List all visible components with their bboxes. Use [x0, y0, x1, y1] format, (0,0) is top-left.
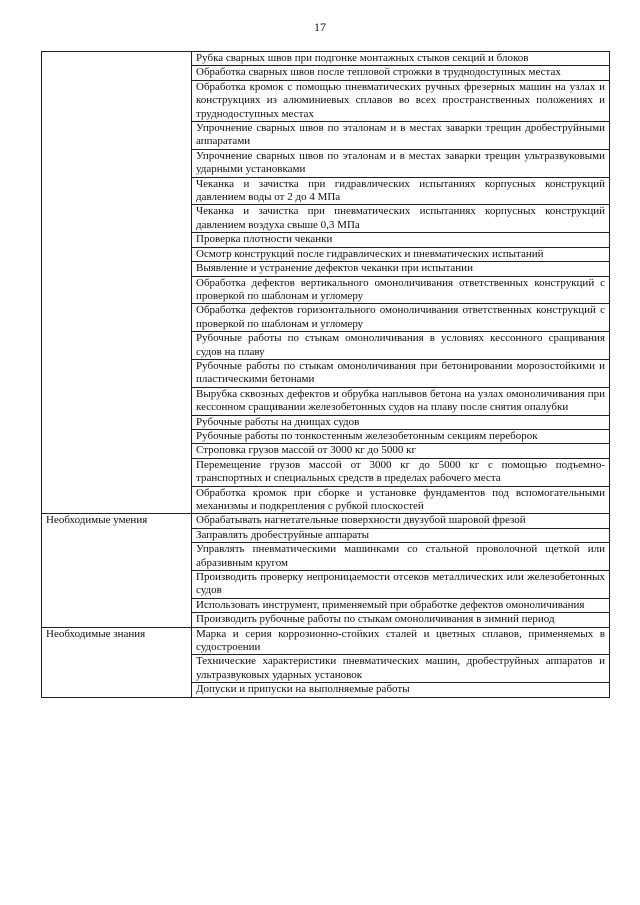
section-item: Технические характеристики пневматических машин, дробеструйных аппаратов и ультразвуковых ударных установок: [192, 655, 610, 683]
section-item: Рубочные работы на днищах судов: [192, 415, 610, 429]
section-item: Осмотр конструкций после гидравлических и пневматических испытаний: [192, 247, 610, 261]
section-label: Необходимые знания: [42, 627, 192, 697]
requirements-table-body: [42, 52, 610, 698]
table-row: [42, 52, 610, 66]
section-item: Выявление и устранение дефектов чеканки при испытании: [192, 262, 610, 276]
section-item: Рубочные работы по тонкостенным железобетонным секциям переборок: [192, 429, 610, 443]
section-item: Допуски и припуски на выполняемые работы: [192, 683, 610, 697]
section-item: Вырубка сквозных дефектов и обрубка наплывов бетона на узлах омоноличивания при кессонном сращивании железобетонных судов на плаву после снятия опалубки: [192, 387, 610, 415]
section-item: Заправлять дробеструйные аппараты: [192, 528, 610, 542]
section-item: Чеканка и зачистка при пневматических испытаниях корпусных конструкций давлением воздуха свыше 0,3 МПа: [192, 205, 610, 233]
section-item: Обрабатывать нагнетательные поверхности двузубой шаровой фрезой: [192, 514, 610, 528]
section-item: Упрочнение сварных швов по эталонам и в местах заварки трещин ультразвуковыми ударными установками: [192, 149, 610, 177]
table-row: [42, 627, 610, 655]
section-item: Рубочные работы по стыкам омоноличивания при бетонировании морозостойкими и пластическими бетонами: [192, 359, 610, 387]
table-row: [42, 514, 610, 528]
section-item: Строповка грузов массой от 3000 кг до 5000 кг: [192, 444, 610, 458]
section-item: Использовать инструмент, применяемый при обработке дефектов омоноличивания: [192, 598, 610, 612]
section-item: Производить рубочные работы по стыкам омоноличивания в зимний период: [192, 613, 610, 627]
section-item: Упрочнение сварных швов по эталонам и в местах заварки трещин дробеструйными аппаратами: [192, 122, 610, 150]
section-item: Перемещение грузов массой от 3000 кг до 5000 кг с помощью подъемно-транспортных и специальных средств в пределах рабочего места: [192, 458, 610, 486]
section-item: Обработка дефектов горизонтального омоноличивания ответственных конструкций с проверкой по шаблонам и угломеру: [192, 304, 610, 332]
section-item: Рубочные работы по стыкам омоноличивания в условиях кессонного сращивания судов на плаву: [192, 332, 610, 360]
section-item: Производить проверку непроницаемости отсеков металлических или железобетонных судов: [192, 571, 610, 599]
section-item: Обработка дефектов вертикального омоноличивания ответственных конструкций с проверкой по шаблонам и угломеру: [192, 276, 610, 304]
section-label: [42, 52, 192, 514]
section-item: Рубка сварных швов при подгонке монтажных стыков секций и блоков: [192, 52, 610, 66]
section-item: Обработка кромок при сборке и установке фундаментов под вспомогательными механизмы и подкрепления с рубкой плоскостей: [192, 486, 610, 514]
section-item: Обработка кромок с помощью пневматических ручных фрезерных машин на узлах и конструкциях из алюминиевых сплавов во всех пространственных положениях и труднодоступных местах: [192, 80, 610, 121]
requirements-table: [41, 51, 610, 698]
section-item: Марка и серия коррозионно-стойких сталей и цветных сплавов, применяемых в судостроении: [192, 627, 610, 655]
section-item: Чеканка и зачистка при гидравлических испытаниях корпусных конструкций давлением воды от 2 до 4 МПа: [192, 177, 610, 205]
section-item: Управлять пневматическими машинками со стальной проволочной щеткой или абразивным кругом: [192, 543, 610, 571]
section-item: Проверка плотности чеканки: [192, 233, 610, 247]
page-number: 17: [314, 20, 326, 34]
section-item: Обработка сварных швов после тепловой строжки в труднодоступных местах: [192, 66, 610, 80]
section-label: Необходимые умения: [42, 514, 192, 627]
